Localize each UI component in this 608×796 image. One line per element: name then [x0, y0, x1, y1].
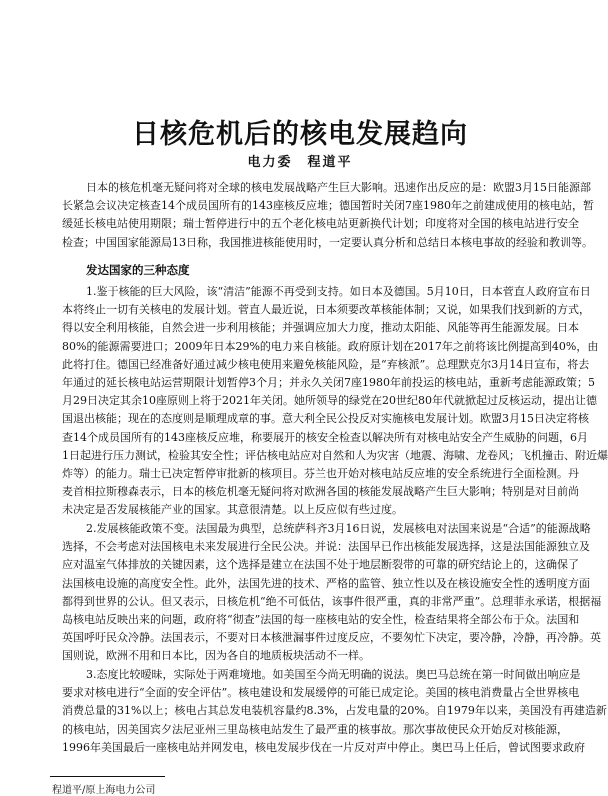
text-line: 月29日决定其余10座原则上将于2021年关闭。她所领导的绿党在20世纪80年代就掀起过反核运动，提出让德 — [62, 394, 597, 408]
text-line: 1.鉴于核能的巨大风险，该“清洁”能源不再受到支持。如日本及德国。5月10日，日本菅直人政府宣布日 — [86, 285, 591, 298]
intro-paragraph — [62, 179, 594, 252]
text-line: 日本的核危机毫无疑问将对全球的核电发展战略产生巨大影响。迅速作出反应的是：欧盟3月15日能源部 — [86, 181, 591, 194]
text-line: 检查；中国国家能源局13日称，我国推进核能使用时，一定要认真分析和总结日本核电事故的经验和教训等。 — [62, 235, 593, 249]
article-title: 日核危机后的核电发展趋向 — [132, 119, 468, 150]
paragraph-2 — [62, 520, 602, 666]
text-line: 麦首相拉斯穆森表示，日本的核危机毫无疑问将对欧洲各国的核能发展战略产生巨大影响；特别是对目前尚 — [62, 485, 579, 499]
text-line: 未决定是否发展核能产业的国家。其意很清楚。以上反应似有些过度。 — [62, 503, 403, 517]
text-line: 选择，不会考虑对法国核电未来发展进行全民公决。并说：法国早已作出核能发展选择，这是法国能源独立及 — [62, 540, 590, 554]
text-line: 岛核电站反映出来的问题，政府将“彻查”法国的每一座核电站的安全性，检查结果将全部公布于众。法国和 — [62, 612, 580, 626]
text-line: 国退出核能；现在的态度则是顺理成章的事。意大利全民公投反对实施核电发展计划。欧盟3月15日决定将核 — [62, 412, 589, 426]
text-line: 3.态度比较暧昧，实际处于两难境地。如美国至今尚无明确的说法。奥巴马总统在第一时间做出响应是 — [86, 668, 581, 681]
text-line: 国则说，欧洲不用和日本比，因为各自的地质板块活动不一样。 — [62, 649, 370, 663]
text-line: 查14个成员国所有的143座核反应堆，称要展开的核安全检查以解决所有对核电站安全产生威胁的问题，6月 — [62, 430, 588, 444]
paragraph-1 — [62, 283, 608, 519]
article-author: 电力委 程道平 — [247, 155, 353, 170]
text-line: 年通过的延长核电站运营期限计划暂停3个月；并永久关闭7座1980年前投运的核电站，重新考虑能源政策；5 — [62, 375, 595, 389]
text-line: 应对温室气体排放的关键因素，这个选择是建立在法国不处于地层断裂带的可靠的研究结论上的，这确保了 — [62, 558, 579, 572]
footnote-divider — [50, 776, 165, 777]
text-line: 1日起进行压力测试，检验其安全性；评估核电站应对自然和人为灾害（地震、海啸、龙卷风；飞机撞击、附近爆 — [62, 448, 608, 462]
text-line: 炸等）的能力。瑞士已决定暂停审批新的核项目。芬兰也开始对核电站反应堆的安全系统进行全面检测。丹 — [62, 466, 579, 480]
text-line: 长紧急会议决定核查14个成员国所有的143座核反应堆；德国暂时关闭7座1980年之前建成使用的核电站，暂 — [62, 199, 594, 213]
text-line: 80%的能源需要进口；2009年日本29%的电力来自核能。政府原计划在2017年之前将该比例提高到40%，由 — [62, 339, 599, 353]
text-line: 得以安全利用核能，自然会进一步利用核能；并强调应加大力度，推动太阳能、风能等再生能源发展。日本 — [62, 321, 579, 335]
text-line: 缓延长核电站使用期限；瑞士暂停进行中的五个老化核电站更新换代计划；印度将对全国的核电站进行安全 — [62, 217, 579, 231]
text-line: 英国呼吁民众冷静。法国表示，不要对日本核泄漏事件过度反应，不要匆忙下决定，要冷静，冷静，再冷静。英 — [62, 631, 601, 645]
text-line: 1996年美国最后一座核电站并网发电，核电发展步伐在一片反对声中停止。奥巴马上任后，曾试图要求政府 — [62, 740, 585, 754]
text-line: 法国核电设施的高度安全性。此外，法国先进的技术、严格的监管、独立性以及在核设施安全性的透明度方面 — [62, 576, 590, 590]
text-line: 要求对核电进行“全面的安全评估”。核电建设和发展缓停的可能已成定论。美国的核电消费量占全世界核电 — [62, 686, 580, 700]
text-line: 2.发展核能政策不变。法国最为典型，总统萨科齐3月16日说，发展核电对法国来说是“合适”的能源战略 — [86, 522, 591, 535]
text-line: 此将打住。德国已经准备好通过减少核电使用来避免核能风险，是“弃核派”。总理默克尔3月14日宣布，将去 — [62, 357, 590, 371]
section-heading: 发达国家的三种态度 — [86, 263, 190, 277]
text-line: 本将终止一切有关核电的发展计划。菅直人最近说，日本须要改革核能体制；又说，如果我们找到新的方式， — [62, 303, 590, 317]
text-line: 消费总量的31%以上；核电占其总发电装机容量约8.3%，占发电量的20%。自1979年以来，美国没有再建造新 — [62, 704, 607, 718]
footnote: 程道平/原上海电力公司 — [52, 785, 156, 796]
text-line: 的核电站，因美国宾夕法尼亚州三里岛核电站发生了最严重的核事故。那次事故使民众开始反对核能源， — [62, 722, 568, 736]
text-line: 都得到世界的公认。但又表示，日核危机“绝不可低估，该事件很严重，真的非常严重”。总理菲永承诺，根据福 — [62, 594, 602, 608]
paragraph-3 — [62, 666, 607, 757]
